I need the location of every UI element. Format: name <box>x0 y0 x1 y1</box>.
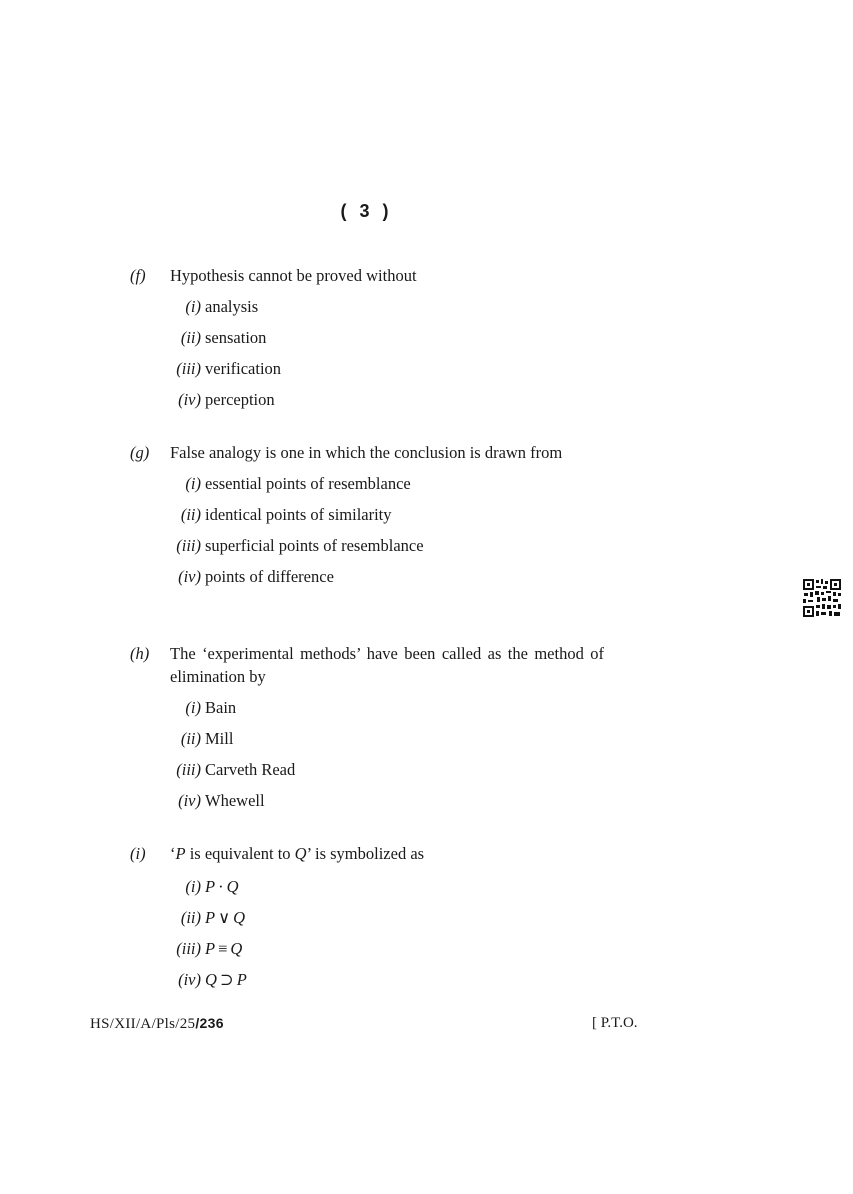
question-g <box>130 441 604 596</box>
formula-left: P <box>205 939 216 958</box>
option-text: points of difference <box>205 567 334 586</box>
question-text-end: ’ is symbolized as <box>306 844 425 863</box>
formula-right: Q <box>233 908 246 927</box>
question-text <box>170 842 604 865</box>
option-text: identical points of similarity <box>205 505 392 524</box>
option-text: Whewell <box>205 791 265 810</box>
option-formula <box>205 875 239 898</box>
option-text: Carveth Read <box>205 760 296 779</box>
question-label: (h) <box>130 644 150 663</box>
option-text: verification <box>205 359 282 378</box>
question-text: Hypothesis cannot be proved without <box>170 266 417 285</box>
option-label: (ii) <box>180 505 201 524</box>
option-item <box>130 357 604 388</box>
option-text: sensation <box>205 328 267 347</box>
question-label: (f) <box>130 266 146 285</box>
option-item <box>130 789 604 820</box>
option-label: (iii) <box>176 760 201 779</box>
options-list <box>130 295 604 419</box>
formula-operator: ∨ <box>218 908 231 927</box>
option-label: (iv) <box>178 970 201 989</box>
option-item <box>130 758 604 789</box>
option-label: (iv) <box>178 791 201 810</box>
formula-right: P <box>236 970 247 989</box>
option-item <box>130 937 604 968</box>
formula-operator: ≡ <box>218 939 228 958</box>
question-h <box>130 642 604 820</box>
option-label: (ii) <box>180 328 201 347</box>
formula-operator: · <box>218 877 224 896</box>
option-label: (iii) <box>176 536 201 555</box>
options-list <box>130 696 604 820</box>
option-label: (i) <box>185 698 201 717</box>
option-item <box>130 503 604 534</box>
option-item <box>130 696 604 727</box>
option-item <box>130 906 604 937</box>
question-label: (g) <box>130 443 150 462</box>
option-label: (i) <box>185 474 201 493</box>
option-item <box>130 534 604 565</box>
footer-paper-code <box>90 1015 224 1033</box>
option-item <box>130 472 604 503</box>
question-text-middle: is equivalent to <box>185 844 295 863</box>
option-text: analysis <box>205 297 259 316</box>
option-label: (iv) <box>178 567 201 586</box>
footer-pto: [ P.T.O. <box>592 1015 638 1031</box>
option-label: (ii) <box>180 908 201 927</box>
option-text: perception <box>205 390 275 409</box>
formula-left: P <box>205 908 216 927</box>
option-label: (i) <box>185 877 201 896</box>
question-text: False analogy is one in which the conclusion is drawn from <box>170 443 563 462</box>
question-f <box>130 264 604 419</box>
option-text: superficial points of resemblance <box>205 536 424 555</box>
quote-open: ‘ <box>170 844 176 863</box>
variable-p: P <box>175 844 186 863</box>
formula-right: Q <box>226 877 239 896</box>
option-formula <box>205 968 247 991</box>
option-text: essential points of resemblance <box>205 474 411 493</box>
option-label: (ii) <box>180 729 201 748</box>
option-label: (iv) <box>178 390 201 409</box>
option-item <box>130 875 604 906</box>
option-formula <box>205 906 245 929</box>
qr-code-icon <box>802 578 842 618</box>
formula-right: Q <box>230 939 243 958</box>
option-formula <box>205 937 242 960</box>
options-list <box>130 472 604 596</box>
formula-left: Q <box>205 970 217 989</box>
variable-q: Q <box>294 844 307 863</box>
paper-code: HS/XII/A/Pls/25 <box>90 1016 196 1032</box>
question-i <box>130 842 604 999</box>
option-label: (iii) <box>176 939 201 958</box>
option-item <box>130 727 604 758</box>
paper-code-number: /236 <box>195 1015 224 1031</box>
page-number: ( 3 ) <box>340 201 393 221</box>
option-item <box>130 388 604 419</box>
options-list <box>130 875 604 999</box>
formula-left: P <box>205 877 216 896</box>
option-text: Bain <box>205 698 237 717</box>
question-text: The ‘experimental methods’ have been called as the method of elimination by <box>170 644 604 686</box>
option-text: Mill <box>205 729 234 748</box>
option-item <box>130 295 604 326</box>
question-label: (i) <box>130 844 146 863</box>
option-item <box>130 326 604 357</box>
option-label: (i) <box>185 297 201 316</box>
option-label: (iii) <box>176 359 201 378</box>
option-item <box>130 565 604 596</box>
formula-operator: ⊃ <box>219 970 234 989</box>
option-item <box>130 968 604 999</box>
